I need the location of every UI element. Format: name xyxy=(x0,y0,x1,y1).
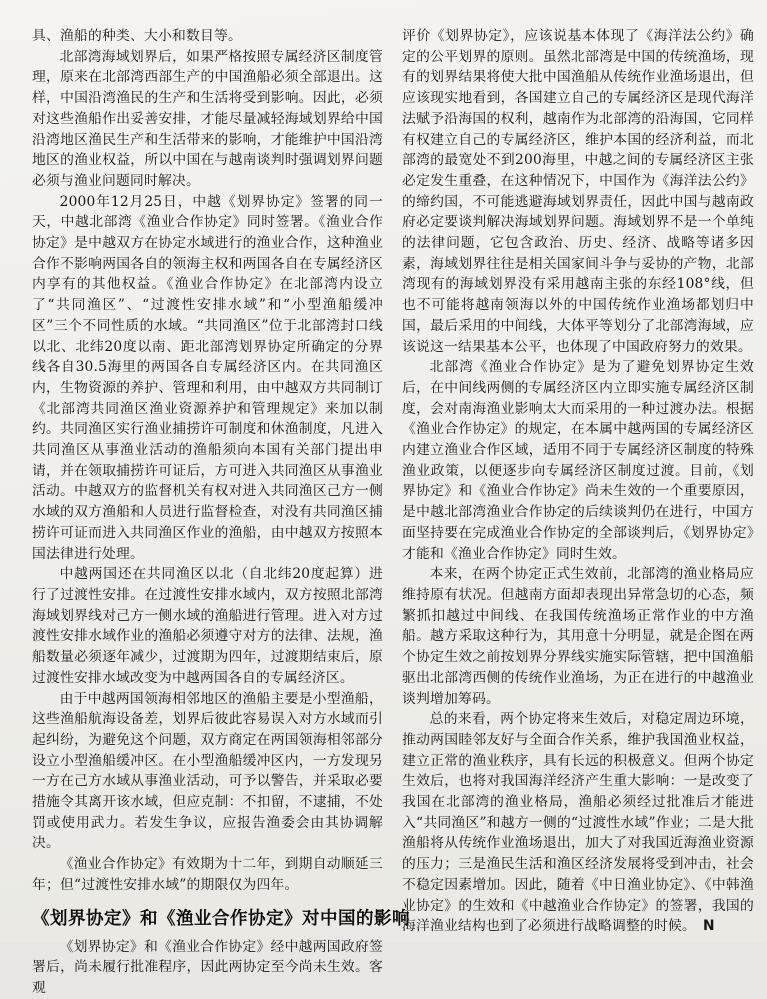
section-heading: 《划界协定》和《渔业合作协定》对中国的影响 xyxy=(32,908,410,929)
paragraph: 具、渔船的种类、大小和数目等。 xyxy=(32,28,242,44)
paragraph: 2000年12月25日，中越《划界协定》签署的同一天，中越北部湾《渔业合作协定》同时签署。《渔业合作协定》是中越双方在协定水域进行的渔业合作，这种渔业合作不影响两国各自的领海主权和两国各自在专属经济区内享有的其他权益。《渔业合作协定》在北部湾内设立了“共同渔区”、“过渡性安排水域”和“小型渔船缓冲区”三个不同性质的水域。“共同渔区”位于北部湾封口线以北、北纬20度以南、距北部湾划界协定所确定的分界线各自30.5海里的两国各自专属经济区内。在共同渔区内，生物资源的养护、管理和利用，由中越双方共同制订《北部湾共同渔区渔业资源养护和管理规定》来加以制约。共同渔区实行渔业捕捞许可制度和休渔制度，凡进入共同渔区从事渔业活动的渔船须向本国有关部门提出申请，并在领取捕捞许可证后，方可进入共同渔区从事渔业活动。中越双方的监督机关有权对进入共同渔区己方一侧水域的双方渔船和人员进行监督检查，对没有共同渔区捕捞许可证而进入共同渔区作业的渔船，由中越双方按照本国法律进行处理。 xyxy=(32,193,383,562)
paragraph: 本来，在两个协定正式生效前，北部湾的渔业格局应维持原有状况。但越南方面却表现出异常急切的心态，频繁抓扣越过中间线、在我国传统渔场正常作业的中方渔船。越方采取这种行为，其用意十分明显，就是企图在两个协定生效之前按划界分界线实施实际管辖，把中国渔船驱出北部湾西侧的传统作业渔场，为正在进行的中越渔业谈判增加筹码。 xyxy=(402,566,754,707)
paragraph: 中越两国还在共同渔区以北（自北纬20度起算）进行了过渡性安排。在过渡性安排水域内，双方按照北部湾海域划界线对己方一侧水域的渔船进行管理。进入对方过渡性安排水域作业的渔船必须遵守对方的法律、法规，渔船数量必须逐年减少，过渡期为四年，过渡期结束后，原过渡性安排水域改变为中越两国各自的专属经济区。 xyxy=(32,566,383,686)
paragraph: 评价《划界协定》，应该说基本体现了《海洋法公约》确定的公平划界的原则。虽然北部湾是中国的传统渔场，现有的划界结果将使大批中国渔船从传统作业渔场退出，但应该现实地看到，各国建立自己的专属经济区是现代海洋法赋予沿海国的权利，越南作为北部湾的沿海国，它同样有权建立自己的专属经济区，维护本国的经济利益，而北部湾的最宽处不到200海里，中越之间的专属经济区主张必定发生重叠，在这种情况下，中国作为《海洋法公约》的缔约国，不可能逃避海域划界责任，因此中国与越南政府必定要谈判解决海域划界问题。海域划界不是一个单纯的法律问题，它包含政治、历史、经济、战略等诸多因素，海域划界往往是相关国家间斗争与妥协的产物，北部湾现有的海域划界没有采用越南主张的东经108°线，但也不可能将越南领海以外的中国传统作业渔场都划归中国，最后采用的中间线，大体平等划分了北部湾海域，应该说这一结果基本公平，也体现了中国政府努力的效果。 xyxy=(402,28,754,355)
left-column xyxy=(32,26,410,996)
paragraph: 北部湾海域划界后，如果严格按照专属经济区制度管理，原来在北部湾西部生产的中国渔船必须全部退出。这样，中国沿湾渔民的生产和生活将受到影响。因此，必须对这些渔船作出妥善安排，才能尽量减轻海域划界给中国沿湾地区渔民生产和生活带来的影响，才能维护中国沿湾地区的渔业权益，所以中国在与越南谈判时强调划界问题必须与渔业问题同时解决。 xyxy=(32,48,383,189)
paragraph: 由于中越两国领海相邻地区的渔船主要是小型渔船，这些渔船航海设备差，划界后彼此容易误入对方水域而引起纠纷，为避免这个问题，双方商定在两国领海相邻部分设立小型渔船缓冲区。在小型渔船缓冲区内，一方发现另一方在己方水域从事渔业活动，可予以警告，并采取必要措施令其离开该水域，但应克制：不扣留，不逮捕，不处罚或使用武力。若发生争议，应报告渔委会由其协调解决。 xyxy=(32,690,383,852)
paragraph: 《渔业合作协定》有效期为十二年，到期自动顺延三年；但“过渡性安排水域”的期限仅为四年。 xyxy=(32,856,383,893)
paragraph: 北部湾《渔业合作协定》是为了避免划界协定生效后，在中间线两侧的专属经济区内立即实施专属经济区制度，会对南海渔业影响太大而采用的一种过渡办法。根据《渔业合作协定》的规定，在本属中越两国的专属经济区内建立渔业合作区域，适用不同于专属经济区制度的特殊渔业政策，以便逐步向专属经济区制度过渡。目前，《划界协定》和《渔业合作协定》尚未生效的一个重要原因，是中越北部湾渔业合作协定的后续谈判仍在进行，中国方面坚持要在完成渔业合作协定的全部谈判后，《划界协定》才能和《渔业合作协定》同时生效。 xyxy=(402,359,754,562)
paragraph: 总的来看，两个协定将来生效后，对稳定周边环境，推动两国睦邻友好与全面合作关系，维护我国渔业权益，建立正常的渔业秩序，具有长远的积极意义。但两个协定生效后，也将对我国海洋经济产生重大影响：一是改变了我国在北部湾的渔业格局，渔船必须经过批准后才能进入“共同渔区”和越方一侧的“过渡性水域”作业；二是大批渔船将从传统作业渔场退出，加大了对我国近海渔业资源的压力；三是渔民生活和渔区经济发展将受到冲击，社会不稳定因素增加。因此，随着《中日渔业协定》、《中韩渔业协定》的生效和《中越渔业合作协定》的签署，我国的海洋渔业结构也到了必须进行战略调整的时候。 N xyxy=(402,711,754,935)
paragraph: 《划界协定》和《渔业合作协定》经中越两国政府签署后，尚未履行批准程序，因此两协定至今尚未生效。客观 xyxy=(32,938,383,996)
right-column xyxy=(402,26,754,942)
article-end-mark: N xyxy=(689,918,715,935)
